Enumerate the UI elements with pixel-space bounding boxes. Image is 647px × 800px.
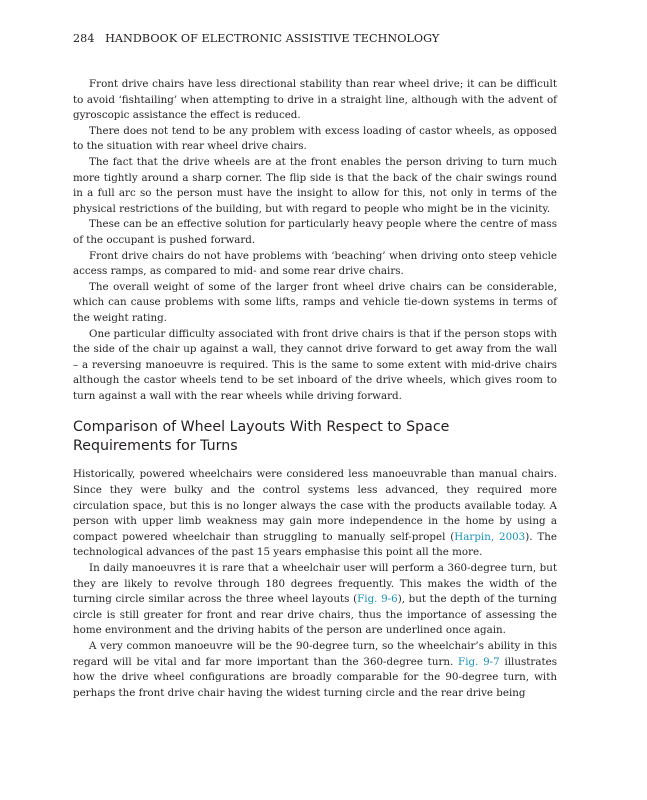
paragraph-text: ). The technological advances of the past 15 years emphasise this point all the more.: [73, 530, 557, 559]
paragraph: Front drive chairs have less directional stability than rear wheel drive; it can be difficult to avoid ‘fishtailing’ when attempting to drive in a straight line, although with the advent of gyroscopic assistance the effect is reduced.: [73, 78, 557, 122]
section-heading: Comparison of Wheel Layouts With Respect to Space Requirements for Turns: [73, 419, 450, 454]
paragraph: [73, 639, 557, 701]
paragraph-text: In daily manoeuvres it is rare that a wheelchair user will perform a 360-degree turn, but they are likely to revolve through 180 degrees frequently. This makes the width of the turning circle similar across the three wheel layouts (: [73, 562, 557, 606]
running-header: [73, 32, 439, 45]
paragraph-text: A very common manoeuvre will be the 90-degree turn, so the wheelchair’s ability in this regard will be vital and far more important than the 360-degree turn.: [73, 640, 557, 668]
paragraph: Front drive chairs do not have problems with ‘beaching’ when driving onto steep vehicle access ramps, as compared to mid- and some rear drive chairs.: [73, 249, 557, 278]
paragraph: These can be an effective solution for particularly heavy people where the centre of mass of the occupant is pushed forward.: [73, 218, 557, 246]
paragraph: [73, 561, 557, 639]
paragraph: [73, 467, 557, 561]
paragraph: One particular difficulty associated with front drive chairs is that if the person stops with the side of the chair up against a wall, they cannot drive forward to get away from the wall – a reversing manoeuvre is required. This is the same to some extent with mid-drive chairs although the castor wheels tend to be set inboard of the drive wheels, which gives room to turn against a wall with the rear wheels while driving forward.: [73, 327, 557, 402]
paragraph-text: Historically, powered wheelchairs were considered less manoeuvrable than manual chairs. Since they were bulky and the control systems less advanced, they required more circulation space, but this is no longer always the case with the products available today. A person with upper limb weakness may gain more independence in the home by using a compact powered wheelchair than struggling to manually self-propel (: [73, 468, 557, 543]
figure-link[interactable]: Fig. 9-7: [458, 655, 500, 668]
paragraph-text: illustrates how the drive wheel configurations are broadly comparable for the 90-degree turn, with perhaps the front drive chair having the widest turning circle and the rear drive being: [73, 655, 557, 699]
page-number: 284: [73, 32, 95, 45]
paragraph-text: ), but the depth of the turning circle is still greater for front and rear drive chairs, thus the importance of assessing the home environment and the driving habits of the person are underlined once again.: [73, 593, 557, 637]
figure-link[interactable]: Fig. 9-6: [357, 593, 398, 606]
paragraph: There does not tend to be any problem with excess loading of castor wheels, as opposed to the situation with rear wheel drive chairs.: [73, 124, 557, 153]
body-text: [73, 77, 557, 701]
book-title: HANDBOOK OF ELECTRONIC ASSISTIVE TECHNOLOGY: [105, 32, 440, 45]
paragraph: The overall weight of some of the larger front wheel drive chairs can be considerable, which can cause problems with some lifts, ramps and vehicle tie-down systems in terms of the weight rating.: [73, 280, 557, 324]
paragraph: The fact that the drive wheels are at the front enables the person driving to turn much more tightly around a sharp corner. The flip side is that the back of the chair swings round in a full arc so the person must have the insight to allow for this, not only in terms of the physical restrictions of the building, but with regard to people who might be in the vicinity.: [73, 155, 557, 215]
citation-link[interactable]: Harpin, 2003: [454, 530, 526, 543]
